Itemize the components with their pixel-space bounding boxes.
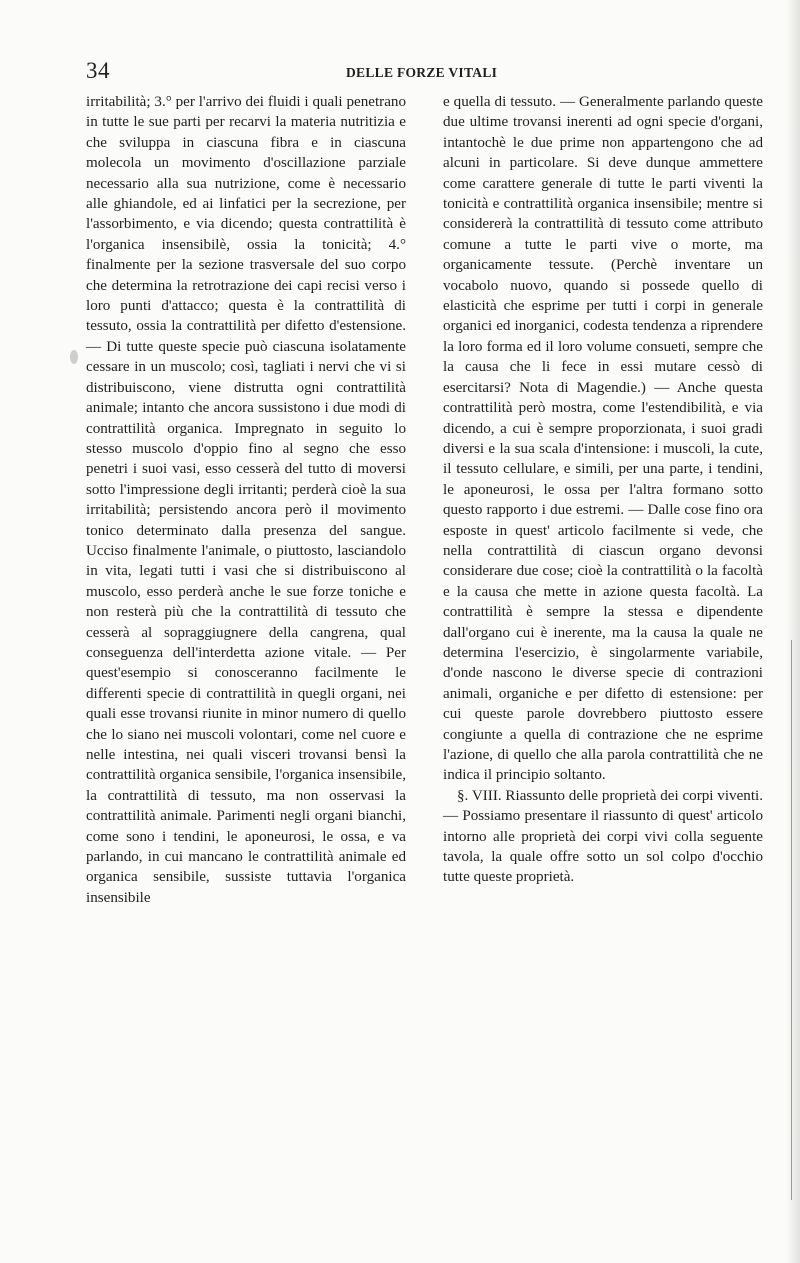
page-edge-line [791, 640, 792, 1200]
left-column [86, 92, 406, 908]
right-paragraph: e quella di tessuto. — Generalmente parlando queste due ultime trovansi inerenti ad ogni specie d'organi, intantochè le due prime non appartengono che ad alcuni in particolare. Si deve dunque ammettere come carattere generale di tutte le parti viventi la tonicità e contrattilità organica insensibile; mentre si considererà la contrattilità di tessuto come attributo comune a tutte le parti vive o morte, ma organicamente tessute. (Perchè inventare un vocabolo nuovo, quando si possede quello di elasticità che esprime per tutti i corpi in generale organici ed inorganici, codesta tendenza a riprendere la loro forma ed il loro volume consueti, sempre che la causa che li fece in essi mutare cessò di esercitarsi? Nota di Magendie.) — Anche questa contrattilità però mostra, come l'estendibilità, e via dicendo, a cui è sempre proporzionata, i suoi gradi diversi e la sua scala d'intensione: i muscoli, la cute, il tessuto cellulare, e simili, per una parte, i tendini, le aponeurosi, le ossa per l'altra formano sotto questo rapporto i due estremi. — Dalle cose fino ora esposte in quest' articolo facilmente si vede, che nella contrattilità di ciascun organo devonsi considerare due cose; cioè la contrattilità o la facoltà e la causa che mette in azione questa facoltà. La contrattilità è sempre la stessa e dipendente dall'organo cui è inerente, ma la causa la quale ne determina l'esercizio, è singolarmente variabile, d'onde nascono le diverse specie di contrazioni animali, organiche e per difetto di estensione: per cui queste parole dovrebbero piuttosto essere congiunte a quella di contrazione che ne esprime l'azione, di quello che alla parola contrattilità che ne indica il principio soltanto. [443, 94, 763, 784]
page-header [86, 58, 756, 88]
page-number: 34 [86, 58, 110, 83]
section-viii-paragraph: §. VIII. Riassunto delle proprietà dei corpi viventi. — Possiamo presentare il riassunto di quest' articolo intorno alle proprietà dei corpi vivi colla seguente tavola, la quale offre sotto un sol colpo d'occhio tutte queste proprietà. [443, 787, 763, 886]
left-paragraph: irritabilità; 3.° per l'arrivo dei fluidi i quali penetrano in tutte le sue parti per recarvi la materia nutritizia e che sviluppa in ciascuna fibra e in ciascuna molecola un movimento d'oscillazione parziale necessario alla sua nutrizione, come è necessario alle ghiandole, ed ai linfatici per la secrezione, per l'assorbimento, e via dicendo; questa contrattilità è l'organica insensibilè, ossia la tonicità; 4.° finalmente per la sezione trasversale del suo corpo che determina la retrotrazione dei capi recisi verso i loro punti d'attacco; questa è la contrattilità di tessuto, ossia la contrattilità per difetto d'estensione. — Di tutte queste specie può ciascuna isolatamente cessare in un muscolo; così, tagliati i nervi che vi si distribuiscono, viene distrutta ogni contrattilità animale; intanto che ancora sussistono i due modi di contrattilità organica. Impregnato in seguito lo stesso muscolo d'oppio fino al segno che esso penetri i suoi vasi, esso cesserà del tutto di moversi sotto l'impressione degli irritanti; perderà cioè la sua irritabilità; persistendo ancora però il movimento tonico determinato dalla presenza del sangue. Ucciso finalmente l'animale, o piuttosto, lasciandolo in vita, legati tutti i vasi che si distribuiscono al muscolo, esso perderà anche le sue forze toniche e non resterà più che la contrattilità di tessuto che cesserà al sopraggiugnere della cangrena, qual conseguenza dell'interdetta azione vitale. — Per quest'esempio si conosceranno facilmente le differenti specie di contrattilità in quegli organi, nei quali esse trovansi riunite in minor numero di quello che lo siano nei muscoli volontari, come nel cuore e nelle intestina, nei quali visceri trovansi bensì la contrattilità organica sensibile, l'organica insensibile, la contrattilità di tessuto, ma non osservasi la contrattilità animale. Parimenti negli organi bianchi, come sono i tendini, le aponeurosi, le ossa, e va parlando, in cui mancano le contrattilità animale ed organica sensibile, sussiste tuttavia l'organica insensibile [86, 94, 406, 906]
right-column [443, 92, 763, 888]
paper-stain [70, 350, 78, 364]
page-edge-shadow [786, 0, 800, 1263]
running-head: DELLE FORZE VITALI [346, 65, 498, 80]
